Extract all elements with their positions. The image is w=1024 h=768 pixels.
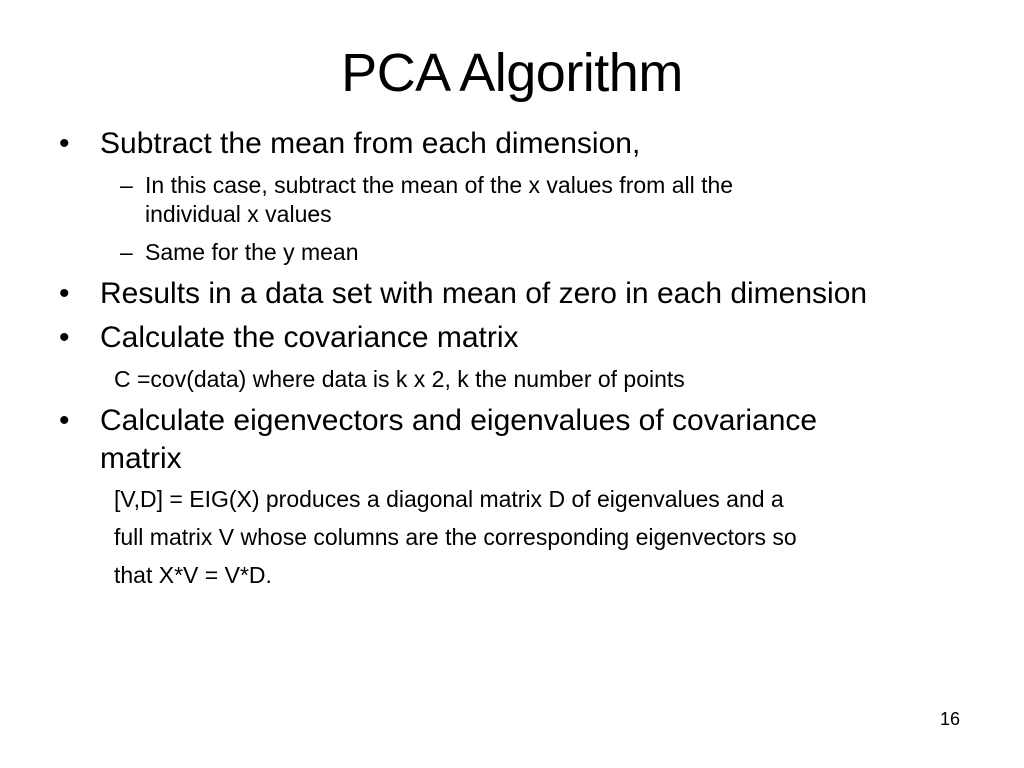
sub-bullet-1-line-2: individual x values xyxy=(145,201,332,227)
bullet-1-text: Subtract the mean from each dimension, xyxy=(100,127,641,160)
slide-title: PCA Algorithm xyxy=(341,43,683,103)
sub-bullet-marker: – xyxy=(120,239,133,265)
bullet-4-line-1: Calculate eigenvectors and eigenvalues of covariance xyxy=(100,404,818,437)
bullet-2-text: Results in a data set with mean of zero in each dimension xyxy=(100,277,868,310)
bullet-4-note-line-2: full matrix V whose columns are the corresponding eigenvectors so xyxy=(114,524,797,550)
bullet-marker: • xyxy=(59,404,70,437)
bullet-marker: • xyxy=(59,277,70,310)
bullet-3-text: Calculate the covariance matrix xyxy=(100,321,519,354)
sub-bullet-2-line-1: Same for the y mean xyxy=(145,239,359,265)
bullet-marker: • xyxy=(59,127,70,160)
bullet-4-note-line-3: that X*V = V*D. xyxy=(114,562,272,588)
sub-bullet-marker: – xyxy=(120,172,133,198)
page-number: 16 xyxy=(939,709,960,729)
bullet-4-line-2: matrix xyxy=(100,442,182,475)
bullet-4-note-line-1: [V,D] = EIG(X) produces a diagonal matrix D of eigenvalues and a xyxy=(114,486,784,512)
bullet-3-note: C =cov(data) where data is k x 2, k the number of points xyxy=(114,366,685,392)
bullet-marker: • xyxy=(59,321,70,354)
sub-bullet-1-line-1: In this case, subtract the mean of the x values from all the xyxy=(145,172,734,198)
